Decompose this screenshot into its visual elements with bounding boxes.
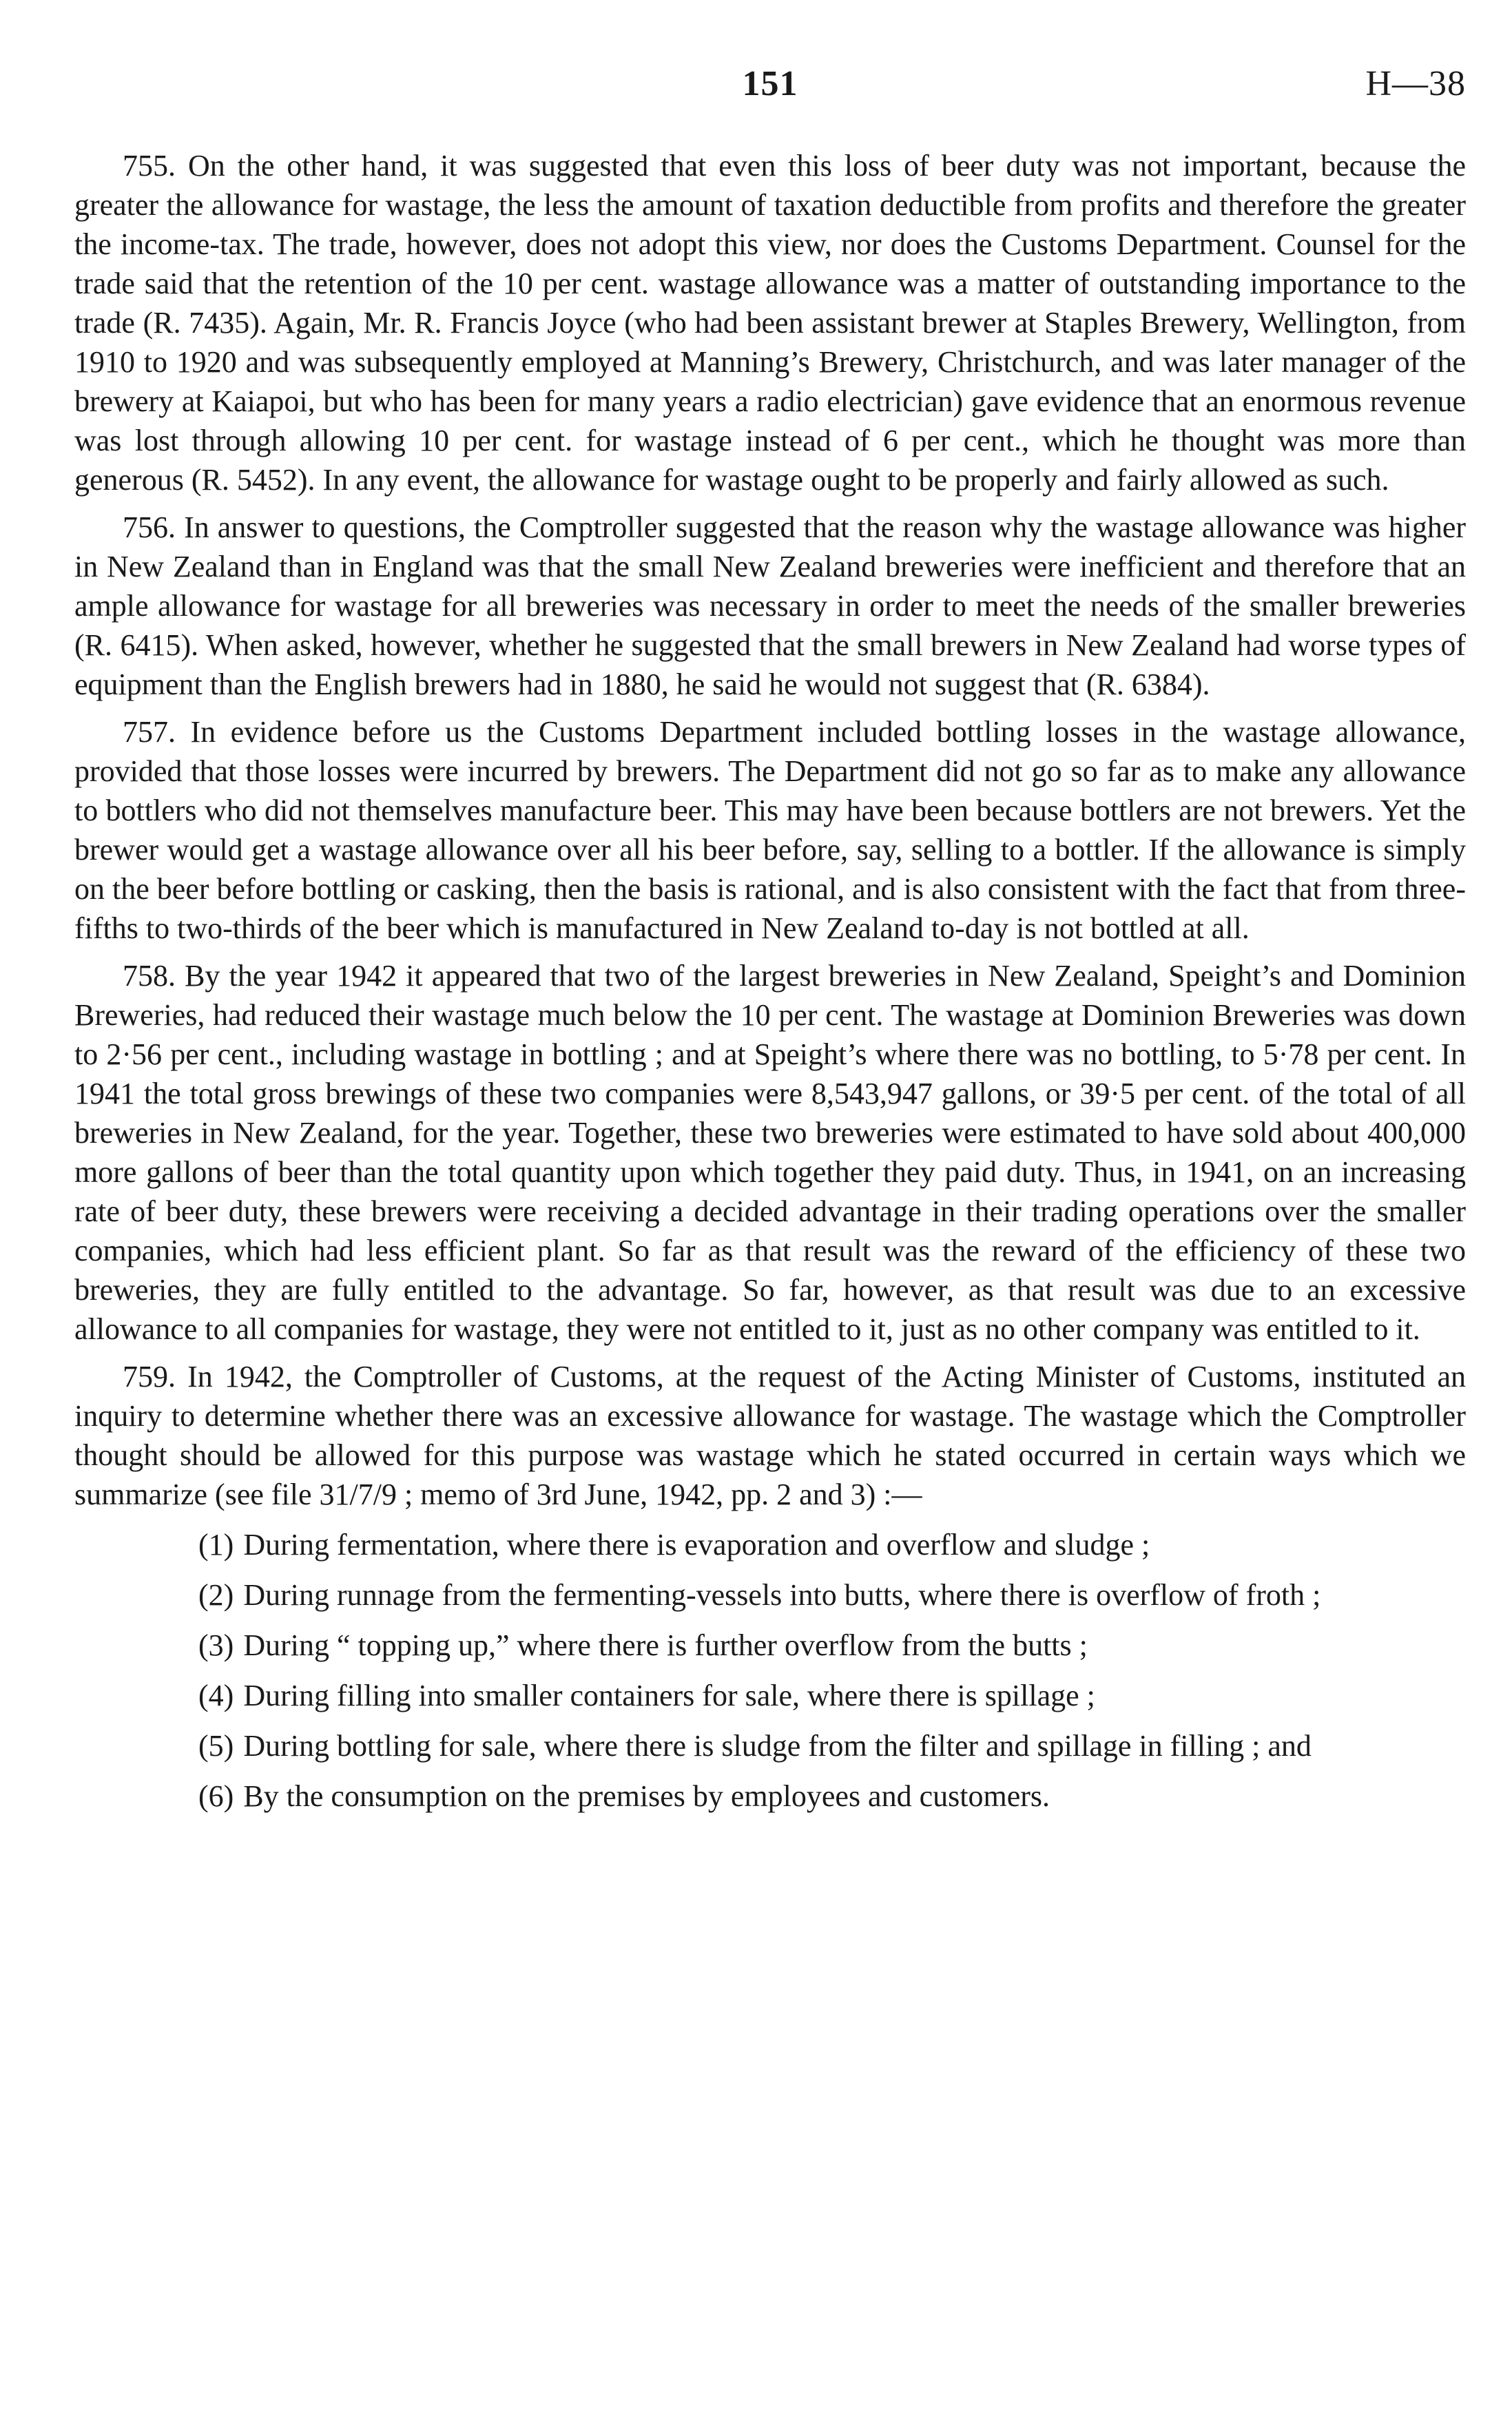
page-header (74, 0, 1466, 131)
paragraph-755 (74, 146, 1466, 499)
paragraph-757 (74, 712, 1466, 948)
list-item-marker: (1) (198, 1528, 234, 1562)
list-item-text: During bottling for sale, where there is sludge from the filter and spillage in filling ; and (243, 1729, 1312, 1763)
paragraph-number: 759. (123, 1360, 176, 1393)
paragraph-number: 757. (123, 715, 176, 749)
paragraph-758 (74, 956, 1466, 1349)
paragraph-759 (74, 1357, 1466, 1514)
list-item (74, 1776, 1466, 1816)
list-item-marker: (3) (198, 1628, 234, 1662)
list-item-text: During “ topping up,” where there is further overflow from the butts ; (243, 1628, 1088, 1662)
page-number: 151 (742, 64, 798, 103)
list-item-marker: (4) (198, 1679, 234, 1712)
list-item (74, 1525, 1466, 1564)
paragraph-text: In evidence before us the Customs Department included bottling losses in the wastage allowance, provided that those losses were incurred by brewers. The Department did not go so far as to make any allowance to bottlers who did not themselves manufacture beer. This may have been because bottlers are not brewers. Yet the brewer would get a wastage allowance over all his beer before, say, selling to a bottler. If the allowance is simply on the beer before bottling or casking, then the basis is rational, and is also consistent with the fact that from three-fifths to two-thirds of the beer which is manufactured in New Zealand to-day is not bottled at all. (74, 715, 1467, 945)
paragraph-756 (74, 508, 1466, 704)
document-body (74, 146, 1466, 1827)
list-item (74, 1726, 1466, 1765)
paragraph-number: 758. (123, 959, 176, 993)
list-item-marker: (6) (198, 1779, 234, 1813)
paragraph-text: In 1942, the Comptroller of Customs, at the request of the Acting Minister of Customs, instituted an inquiry to determine whether there was an excessive allowance for wastage. The wastage which the Comptroller thought should be allowed for this purpose was wastage which he stated occurred in certain ways which we summarize (see file 31/7/9 ; memo of 3rd June, 1942, pp. 2 and 3) :— (74, 1360, 1466, 1511)
list-item (74, 1676, 1466, 1715)
list-item (74, 1626, 1466, 1665)
wastage-list (74, 1525, 1466, 1816)
list-item-text: During filling into smaller containers for sale, where there is spillage ; (243, 1679, 1095, 1712)
list-item-marker: (5) (198, 1729, 234, 1763)
document-page (74, 0, 1467, 1813)
paragraph-text: By the year 1942 it appeared that two of the largest breweries in New Zealand, Speight’s and Dominion Breweries, had reduced their wastage much below the 10 per cent. The wastage at Dominion Breweries was down to 2·56 per cent., including wastage in bottling ; and at Speight’s where there was no bottling, to 5·78 per cent. In 1941 the total gross brewings of these two companies were 8,543,947 gallons, or 39·5 per cent. of the total of all breweries in New Zealand, for the year. Together, these two breweries were estimated to have sold about 400,000 more gallons of beer than the total quantity upon which together they paid duty. Thus, in 1941, on an increasing rate of beer duty, these brewers were receiving a decided advantage in their trading operations over the smaller companies, which had less efficient plant. So far as that result was the reward of the efficiency of these two breweries, they are fully entitled to the advantage. So far, however, as that result was due to an excessive allowance to all companies for wastage, they were not entitled to it, just as no other company was entitled to it. (74, 959, 1466, 1346)
paragraph-text: On the other hand, it was suggested that even this loss of beer duty was not important, because the greater the allowance for wastage, the less the amount of taxation deductible from profits and therefore the greater the income-tax. The trade, however, does not adopt this view, nor does the Customs Department. Counsel for the trade said that the retention of the 10 per cent. wastage allowance was a matter of outstanding importance to the trade (R. 7435). Again, Mr. R. Francis Joyce (who had been assistant brewer at Staples Brewery, Wellington, from 1910 to 1920 and was subsequently employed at Manning’s Brewery, Christchurch, and was later manager of the brewery at Kaiapoi, but who has been for many years a radio electrician) gave evidence that an enormous revenue was lost through allowing 10 per cent. for wastage instead of 6 per cent., which he thought was more than generous (R. 5452). In any event, the allowance for wastage ought to be properly and fairly allowed as such. (74, 149, 1467, 497)
list-item (74, 1575, 1466, 1615)
list-item-text: By the consumption on the premises by employees and customers. (243, 1779, 1050, 1813)
paragraph-number: 756. (123, 510, 176, 544)
paragraph-number: 755. (123, 149, 176, 183)
paragraph-text: In answer to questions, the Comptroller suggested that the reason why the wastage allowance was higher in New Zealand than in England was that the small New Zealand breweries were inefficient and therefore that an ample allowance for wastage for all breweries was necessary in order to meet the needs of the smaller breweries (R. 6415). When asked, however, whether he suggested that the small brewers in New Zealand had worse types of equipment than the English brewers had in 1880, he said he would not suggest that (R. 6384). (74, 510, 1466, 701)
document-reference: H—38 (1365, 64, 1466, 103)
list-item-text: During runnage from the fermenting-vessels into butts, where there is overflow of froth ; (243, 1578, 1321, 1612)
list-item-text: During fermentation, where there is evaporation and overflow and sludge ; (243, 1528, 1150, 1562)
list-item-marker: (2) (198, 1578, 234, 1612)
